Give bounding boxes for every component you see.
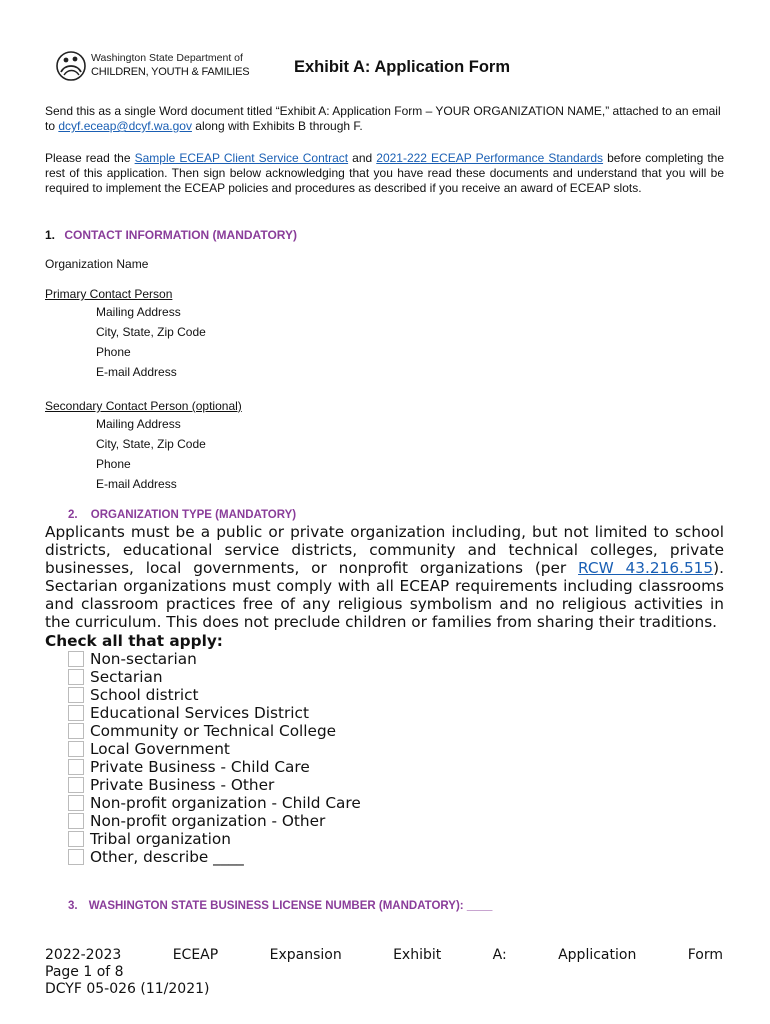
section-2-title: ORGANIZATION TYPE (MANDATORY) bbox=[90, 509, 297, 521]
section-2-number: 2. bbox=[68, 509, 78, 521]
checkbox[interactable] bbox=[68, 795, 84, 811]
primary-phone: Phone bbox=[96, 345, 131, 359]
option-local-government bbox=[68, 740, 361, 758]
option-label: Private Business - Other bbox=[90, 776, 275, 794]
option-label: Non-sectarian bbox=[90, 650, 197, 668]
option-label: Sectarian bbox=[90, 668, 163, 686]
primary-contact-label: Primary Contact Person bbox=[45, 287, 173, 301]
footer-word: 2022-2023 bbox=[45, 947, 122, 963]
checkbox[interactable] bbox=[68, 705, 84, 721]
intro-paragraph-2 bbox=[45, 151, 724, 196]
option-school-district bbox=[68, 686, 361, 704]
intro-paragraph-1 bbox=[45, 104, 724, 134]
check-all-label: Check all that apply: bbox=[45, 632, 223, 650]
intro-p2-a: Please read the bbox=[45, 151, 131, 165]
footer-word: A: bbox=[492, 947, 507, 963]
dcyf-logo-icon bbox=[55, 50, 87, 82]
option-label: Private Business - Child Care bbox=[90, 758, 310, 776]
checkbox[interactable] bbox=[68, 759, 84, 775]
option-tribal-organization bbox=[68, 830, 361, 848]
organization-type-description bbox=[45, 523, 724, 631]
option-private-business-other bbox=[68, 776, 361, 794]
logo-line-1: Washington State Department of bbox=[91, 52, 243, 64]
secondary-city-state-zip: City, State, Zip Code bbox=[96, 437, 206, 451]
checkbox[interactable] bbox=[68, 813, 84, 829]
secondary-email: E-mail Address bbox=[96, 477, 177, 491]
organization-type-checklist bbox=[68, 650, 361, 866]
secondary-contact-label: Secondary Contact Person (optional) bbox=[45, 399, 242, 413]
checkbox[interactable] bbox=[68, 669, 84, 685]
checkbox[interactable] bbox=[68, 849, 84, 865]
option-other-describe bbox=[68, 848, 361, 866]
option-label: Local Government bbox=[90, 740, 230, 758]
org-type-body-b: ). Sectarian organizations must comply with all ECEAP requirements including classrooms and classroom practices free of any religious symbolism and no religious activities in the curriculum. This does not preclude children or families from sharing their traditions. bbox=[45, 559, 724, 631]
section-1-heading bbox=[45, 228, 297, 242]
checkbox[interactable] bbox=[68, 687, 84, 703]
option-label: School district bbox=[90, 686, 199, 704]
section-2-heading bbox=[68, 509, 296, 521]
footer-word: Expansion bbox=[269, 947, 342, 963]
section-1-number: 1. bbox=[45, 228, 56, 242]
primary-mailing-address: Mailing Address bbox=[96, 305, 181, 319]
section-3-number: 3. bbox=[68, 900, 78, 912]
option-label: Other, describe ____ bbox=[90, 848, 244, 866]
option-community-technical-college bbox=[68, 722, 361, 740]
footer-word: ECEAP bbox=[172, 947, 219, 963]
performance-standards-link[interactable]: 2021-222 ECEAP Performance Standards bbox=[376, 151, 604, 165]
intro-p1-text: Send this as a single Word document titled “Exhibit A: Application Form – YOUR ORGANIZATION NAME,” attached to an email to bbox=[45, 104, 721, 133]
organization-name-label: Organization Name bbox=[45, 257, 149, 271]
option-educational-services-district bbox=[68, 704, 361, 722]
checkbox[interactable] bbox=[68, 777, 84, 793]
intro-p1-tail: along with Exhibits B through F. bbox=[195, 119, 363, 133]
page-footer bbox=[45, 947, 723, 998]
secondary-mailing-address: Mailing Address bbox=[96, 417, 181, 431]
checkbox[interactable] bbox=[68, 723, 84, 739]
footer-form-id: DCYF 05-026 (11/2021) bbox=[45, 981, 210, 997]
footer-word: Application bbox=[558, 947, 637, 963]
option-label: Non-profit organization - Other bbox=[90, 812, 326, 830]
page-title: Exhibit A: Application Form bbox=[294, 58, 511, 76]
section-3-title: WASHINGTON STATE BUSINESS LICENSE NUMBER (MANDATORY): ____ bbox=[88, 900, 493, 912]
footer-document-title bbox=[45, 947, 723, 964]
checkbox[interactable] bbox=[68, 651, 84, 667]
option-label: Educational Services District bbox=[90, 704, 309, 722]
option-label: Tribal organization bbox=[90, 830, 231, 848]
option-sectarian bbox=[68, 668, 361, 686]
intro-p2-c: before completing the rest of this application. Then sign below acknowledging that you have read these documents and understand that you will be required to implement the ECEAP policies and procedures as described if you receive an award of ECEAP slots. bbox=[45, 151, 724, 195]
email-link[interactable]: dcyf.eceap@dcyf.wa.gov bbox=[58, 119, 192, 133]
secondary-phone: Phone bbox=[96, 457, 131, 471]
footer-word: Exhibit bbox=[393, 947, 442, 963]
client-service-contract-link[interactable]: Sample ECEAP Client Service Contract bbox=[134, 151, 349, 165]
section-1-title: CONTACT INFORMATION (MANDATORY) bbox=[64, 228, 297, 242]
footer-word: Form bbox=[687, 947, 723, 963]
rcw-link[interactable]: RCW 43.216.515 bbox=[578, 559, 714, 577]
checkbox[interactable] bbox=[68, 741, 84, 757]
primary-city-state-zip: City, State, Zip Code bbox=[96, 325, 206, 339]
footer-page-number: Page 1 of 8 bbox=[45, 964, 124, 980]
org-type-body-a: Applicants must be a public or private organization including, but not limited to school districts, educational service districts, community and technical colleges, private businesses, local governments, or nonprofit organizations (per bbox=[45, 523, 724, 577]
option-non-sectarian bbox=[68, 650, 361, 668]
option-private-business-child-care bbox=[68, 758, 361, 776]
logo-line-2: CHILDREN, YOUTH & FAMILIES bbox=[91, 66, 250, 78]
checkbox[interactable] bbox=[68, 831, 84, 847]
dcyf-logo bbox=[55, 50, 250, 84]
option-label: Non-profit organization - Child Care bbox=[90, 794, 361, 812]
option-nonprofit-child-care bbox=[68, 794, 361, 812]
option-nonprofit-other bbox=[68, 812, 361, 830]
option-label: Community or Technical College bbox=[90, 722, 337, 740]
intro-p2-b: and bbox=[352, 151, 373, 165]
primary-email: E-mail Address bbox=[96, 365, 177, 379]
section-3-heading bbox=[68, 900, 492, 912]
